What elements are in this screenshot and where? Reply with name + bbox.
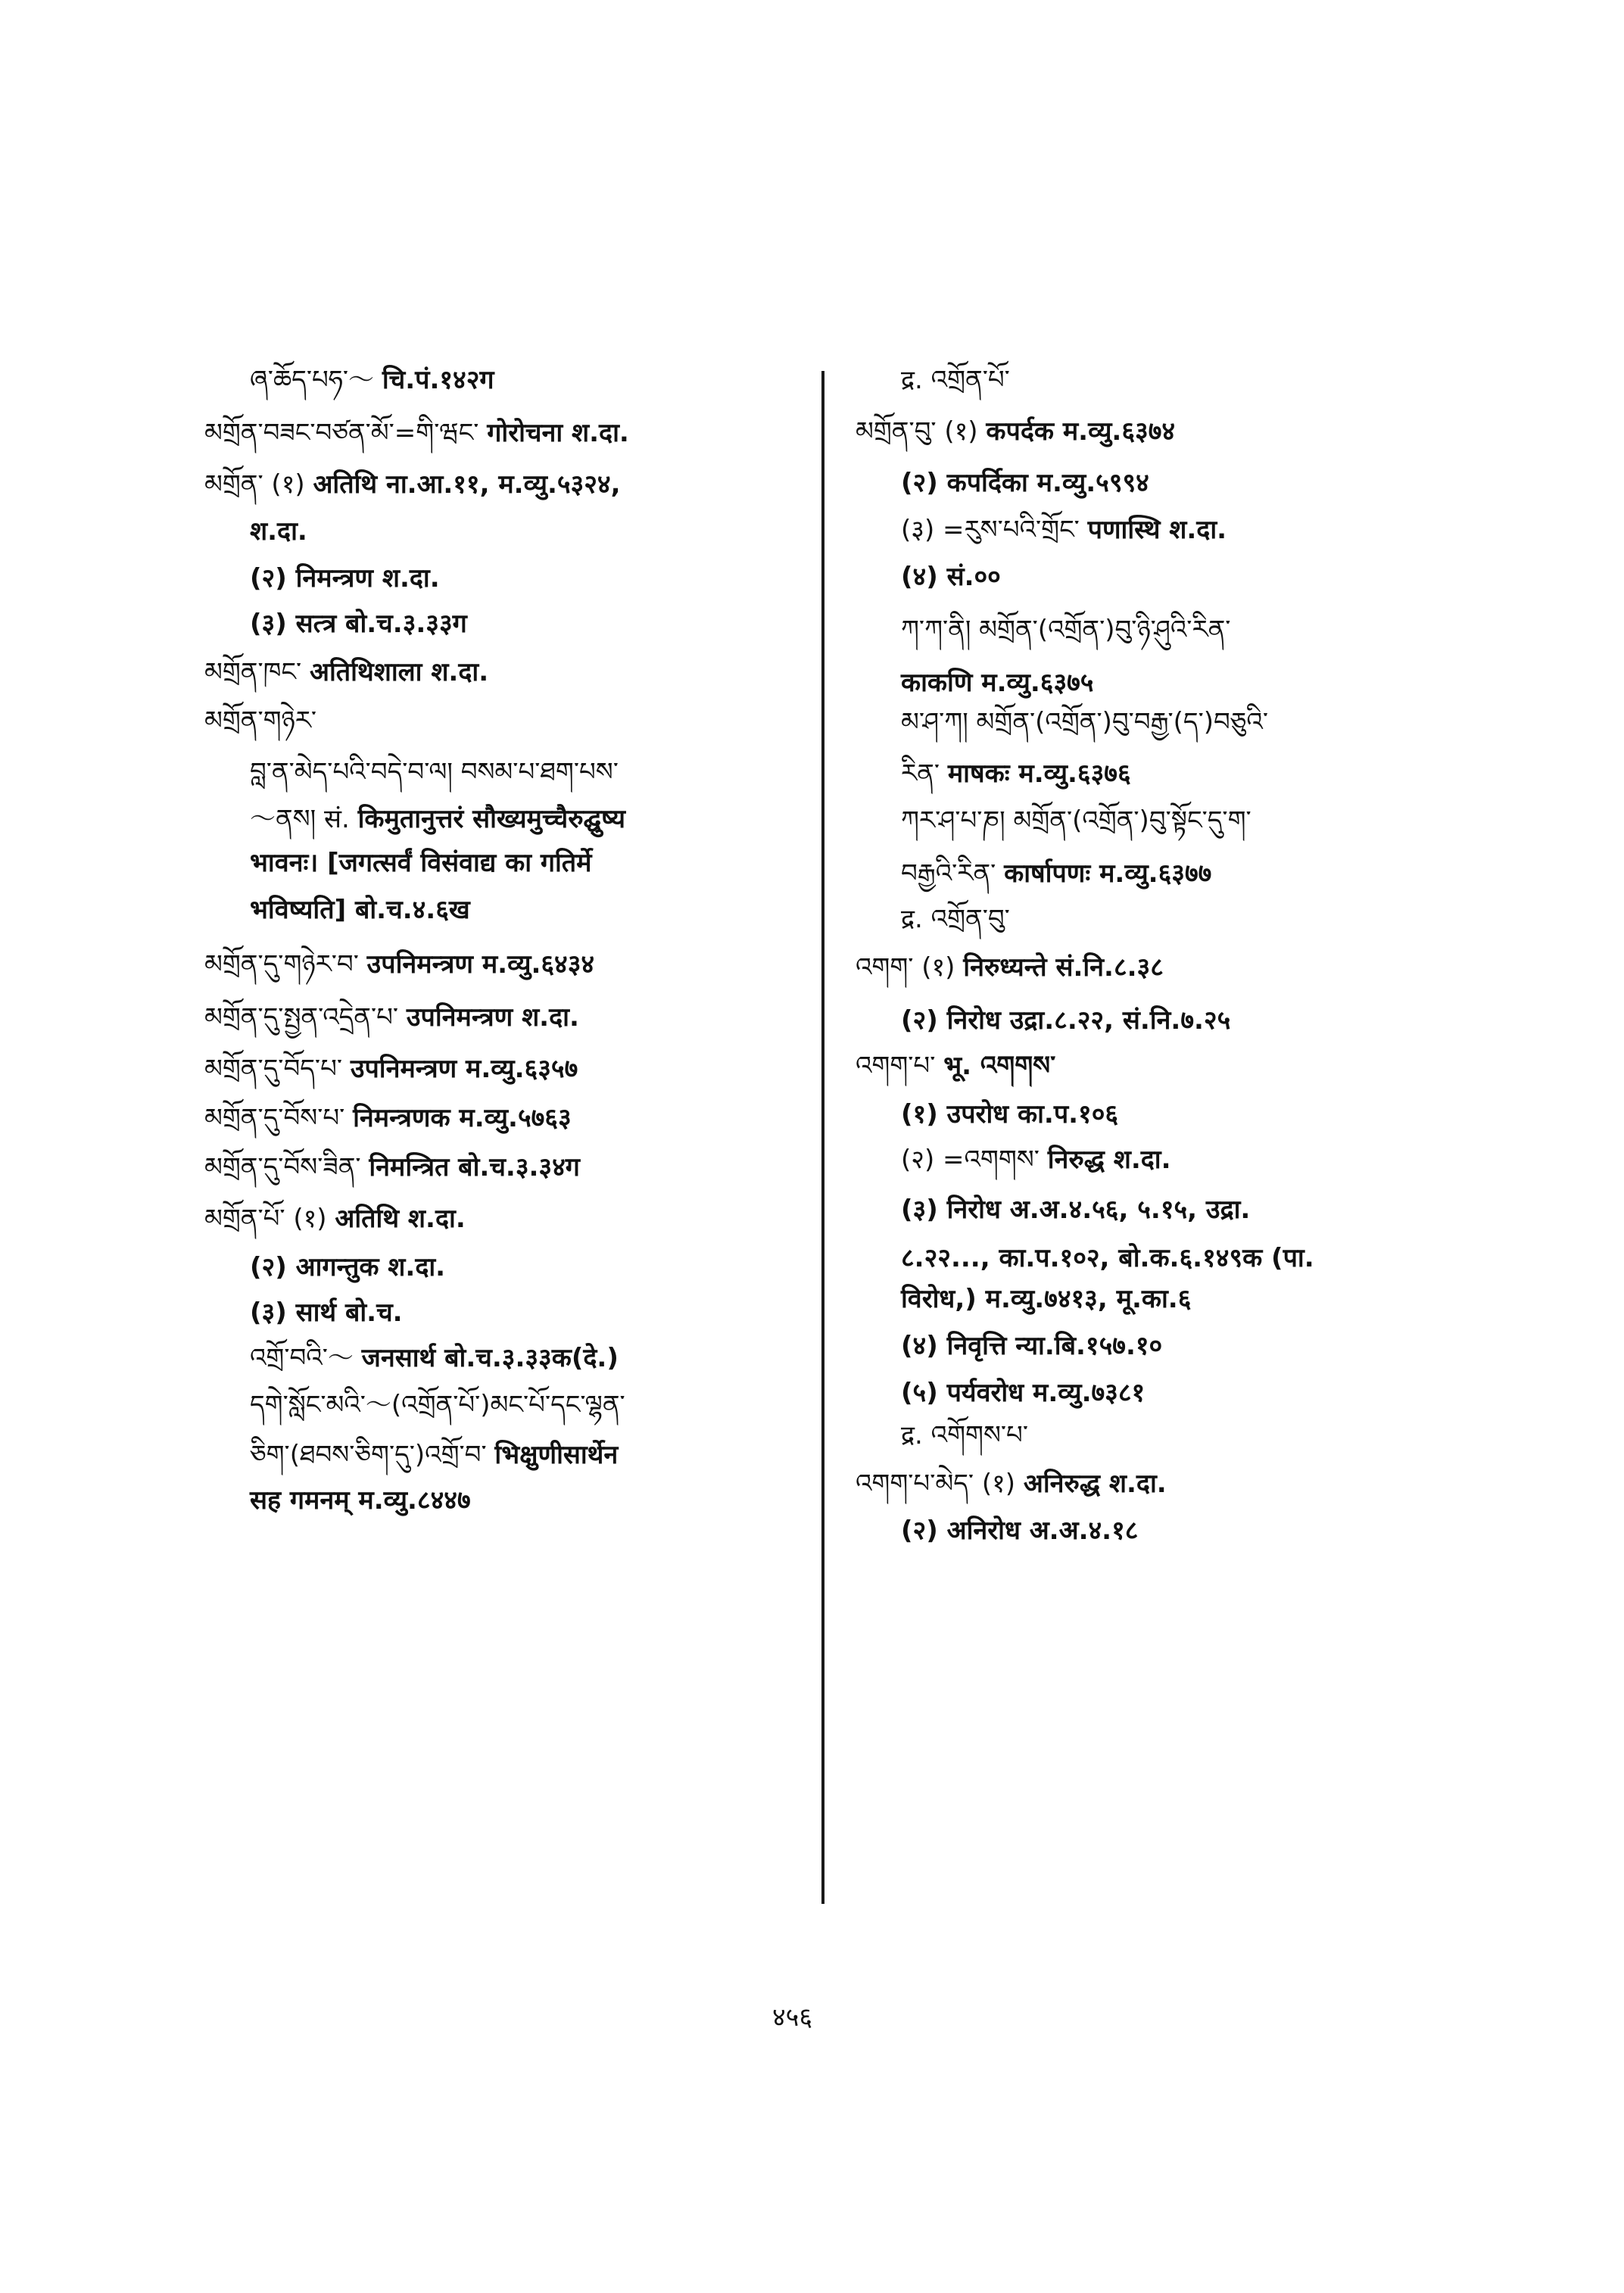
entry-line: [901, 855, 1211, 892]
sanskrit-gloss: भिक्षुणीसार्थेन: [494, 1440, 619, 1470]
entry-line: [901, 704, 1268, 740]
entry-line: [250, 1294, 403, 1331]
tibetan-headword: མགྲོན་དུ་གཉེར་བ་: [204, 949, 359, 980]
sanskrit-gloss: भू. འགགས་: [943, 1051, 1056, 1081]
sanskrit-gloss: उपनिमन्त्रण म.व्यु.६३५७: [350, 1054, 578, 1084]
entry-line: [204, 654, 488, 690]
sanskrit-gloss: अनिरुद्ध श.दा.: [1023, 1469, 1167, 1499]
sanskrit-gloss: चि.पं.१४२ग: [382, 365, 494, 395]
entry-line: [250, 560, 440, 597]
entry-line: [250, 1482, 471, 1519]
entry-line: [901, 1142, 1171, 1178]
entry-line: [901, 1240, 1314, 1276]
tibetan-headword: མགྲོན་པོ་ (१): [204, 1204, 327, 1234]
entry-line: [901, 665, 1094, 701]
entry-line: [901, 512, 1227, 548]
entry-line: [204, 703, 316, 739]
sanskrit-gloss: (३) सत्त्र बो.च.३.३३ग: [250, 609, 467, 639]
entry-line: [901, 362, 1010, 398]
sanskrit-gloss: विरोध,) म.व्यु.७४१३, मू.का.६: [901, 1284, 1192, 1314]
entry-line: [250, 1437, 618, 1473]
sanskrit-gloss: (४) सं.००: [901, 562, 1001, 592]
sanskrit-gloss: श.दा.: [250, 516, 307, 547]
sanskrit-gloss: भविष्यति] बो.च.४.६ख: [250, 895, 470, 925]
sanskrit-gloss: सह गमनम् म.व्यु.८४४७: [250, 1485, 471, 1516]
sanskrit-gloss: (२) निरोध उद्रा.८.२२, सं.नि.७.२५: [901, 1005, 1231, 1036]
tibetan-headword: ཀ་ཀ་ནི། མགྲོན་(འགྲོན་)བུ་ཉི་ཤུའི་རིན་: [901, 615, 1231, 645]
entry-line: [901, 1002, 1230, 1039]
sanskrit-gloss: माषकः म.व्यु.६३७६: [947, 759, 1131, 789]
tibetan-headword: द्र. འགྲོན་བུ་: [901, 904, 1010, 934]
sanskrit-gloss: अतिथि श.दा.: [335, 1204, 466, 1234]
sanskrit-gloss: (४) निवृत्ति न्या.बि.१५७.१०: [901, 1331, 1163, 1361]
sanskrit-gloss: अतिथिशाला श.दा.: [310, 657, 489, 687]
tibetan-headword: དགེ་སློང་མའི་～(འགྲོན་པོ་)མང་པོ་དང་ལྷན་: [250, 1390, 625, 1420]
tibetan-headword: མགྲོན་དུ་བོས་ཟིན་: [204, 1152, 361, 1182]
tibetan-headword: (३) =རུས་པའི་གྲོང་: [901, 515, 1080, 545]
sanskrit-gloss: अतिथि ना.आ.११, म.व्यु.५३२४,: [313, 469, 621, 500]
tibetan-headword: ཅིག་(ཐབས་ཅིག་དུ་)འགྲོ་བ་: [250, 1440, 487, 1470]
entry-line: [901, 1281, 1191, 1317]
sanskrit-gloss: गोरोचना श.दा.: [487, 418, 629, 448]
tibetan-headword: བརྒྱའི་རིན་: [901, 858, 996, 889]
tibetan-headword: འགག་པ་མེད་ (१): [856, 1469, 1016, 1499]
entry-line: [250, 362, 494, 398]
entry-line: [204, 1201, 466, 1237]
entry-line: [856, 949, 1164, 986]
sanskrit-gloss: कपर्दक म.व्यु.६३७४: [986, 416, 1176, 447]
sanskrit-gloss: (५) पर्यवरोध म.व्यु.७३८१: [901, 1378, 1146, 1408]
entry-line: [204, 1149, 580, 1185]
entry-line: [250, 513, 307, 550]
entry-line: [204, 415, 629, 451]
sanskrit-gloss: जनसार्थ बो.च.३.३३क(दे.): [361, 1343, 619, 1373]
tibetan-headword: द्र. འགྲོན་པོ་: [901, 365, 1010, 395]
entry-line: [901, 1417, 1028, 1453]
sanskrit-gloss: काकणि म.व्यु.६३७५: [901, 668, 1094, 698]
entry-line: [204, 946, 594, 983]
tibetan-headword: द्र. འགོགས་པ་: [901, 1420, 1028, 1450]
entry-line: [856, 1048, 1055, 1084]
sanskrit-gloss: भावनः। [जगत्सर्वं विसंवाद्य का गतिर्मे: [250, 848, 592, 878]
sanskrit-gloss: किमुतानुत्तरं सौख्यमुच्चैरुद्घुष्य: [357, 804, 625, 834]
entry-line: [250, 801, 625, 837]
tibetan-headword: མགྲོན་གཉེར་: [204, 706, 317, 736]
tibetan-headword: མགྲོན་དུ་བོད་པ་: [204, 1054, 343, 1084]
sanskrit-gloss: (२) अनिरोध अ.अ.४.१८: [901, 1516, 1139, 1546]
sanskrit-gloss: (२) आगन्तुक श.दा.: [250, 1252, 446, 1282]
tibetan-headword: ཀར་ཤ་པ་ཎ། མགྲོན་(འགྲོན་)བུ་སྟོང་དུ་ག་: [901, 805, 1252, 836]
page-number: ४५६: [772, 2002, 813, 2033]
sanskrit-gloss: कार्षापणः म.व्यु.६३७७: [1004, 858, 1212, 889]
entry-line: [901, 1513, 1138, 1549]
sanskrit-gloss: निमन्त्रित बो.च.३.३४ग: [369, 1152, 580, 1182]
entry-line: [901, 1192, 1250, 1228]
entry-line: [901, 559, 1001, 595]
entry-line: [250, 754, 619, 790]
entry-line: [250, 1340, 619, 1376]
entry-line: [901, 612, 1230, 648]
entry-line: [901, 756, 1131, 792]
sanskrit-gloss: (३) सार्थ बो.च.: [250, 1298, 403, 1328]
entry-line: [204, 1100, 572, 1136]
tibetan-headword: ཞ་ཆོད་པཧ་～: [250, 365, 375, 395]
sanskrit-gloss: निमन्त्रणक म.व्यु.५७६३: [353, 1103, 572, 1133]
sanskrit-gloss: उपनिमन्त्रण म.व्यु.६४३४: [366, 949, 595, 980]
sanskrit-gloss: उपनिमन्त्रण श.दा.: [406, 1002, 579, 1033]
entry-line: [901, 465, 1149, 501]
tibetan-headword: མགྲོན་ (१): [204, 469, 305, 500]
sanskrit-gloss: निरुद्ध श.दा.: [1047, 1145, 1171, 1175]
sanskrit-gloss: पणास्थि श.दा.: [1087, 515, 1227, 545]
tibetan-headword: མགྲོན་ཁང་: [204, 657, 302, 687]
sanskrit-gloss: (२) कपर्दिका म.व्यु.५९९४: [901, 468, 1149, 498]
entry-line: [250, 1249, 445, 1285]
entry-line: [204, 466, 621, 503]
entry-line: [901, 1096, 1118, 1132]
tibetan-headword: མགྲོན་བུ་ (१): [856, 416, 978, 447]
tibetan-headword: རིན་: [901, 759, 940, 789]
entry-line: [901, 1328, 1162, 1364]
tibetan-headword: འགག་ (१): [856, 952, 955, 983]
entry-line: [901, 901, 1010, 937]
entry-line: [250, 1387, 625, 1423]
entry-line: [204, 1051, 578, 1087]
entry-line: [856, 413, 1175, 450]
sanskrit-gloss: (२) निमन्त्रण श.दा.: [250, 563, 440, 594]
tibetan-headword: འགྲོ་བའི་～: [250, 1343, 354, 1373]
entry-line: [901, 802, 1252, 839]
entry-line: [250, 606, 467, 642]
entry-line: [856, 1466, 1167, 1502]
sanskrit-gloss: (१) उपरोध का.प.१०६: [901, 1099, 1119, 1129]
column-divider: [821, 371, 824, 1904]
sanskrit-gloss: ८.२२..., का.प.१०२, बो.क.६.१४९क (पा.: [901, 1243, 1314, 1273]
entry-line: [250, 845, 592, 881]
tibetan-headword: བླ་ན་མེད་པའི་བདེ་བ་ལ། བསམ་པ་ཐག་པས་: [250, 757, 619, 787]
entry-line: [204, 999, 579, 1036]
tibetan-headword: མགྲོན་དུ་བོས་པ་: [204, 1103, 345, 1133]
tibetan-headword: མགྲོན་བཟང་བཙན་མོ་=གི་ཝང་: [204, 418, 479, 448]
tibetan-headword: ～ནས། सं.: [250, 804, 350, 834]
entry-line: [250, 892, 470, 928]
tibetan-headword: མ་ཤ་ཀ། མགྲོན་(འགྲོན་)བུ་བརྒྱ་(ད་)བཅུའི་: [901, 707, 1268, 737]
tibetan-headword: མགྲོན་དུ་སྤྱན་འདྲེན་པ་: [204, 1002, 399, 1033]
tibetan-headword: འགག་པ་: [856, 1051, 936, 1081]
entry-line: [901, 1375, 1145, 1411]
tibetan-headword: (२) =འགགས་: [901, 1145, 1040, 1175]
sanskrit-gloss: (३) निरोध अ.अ.४.५६, ५.१५, उद्रा.: [901, 1195, 1251, 1225]
sanskrit-gloss: निरुध्यन्ते सं.नि.८.३८: [963, 952, 1164, 983]
